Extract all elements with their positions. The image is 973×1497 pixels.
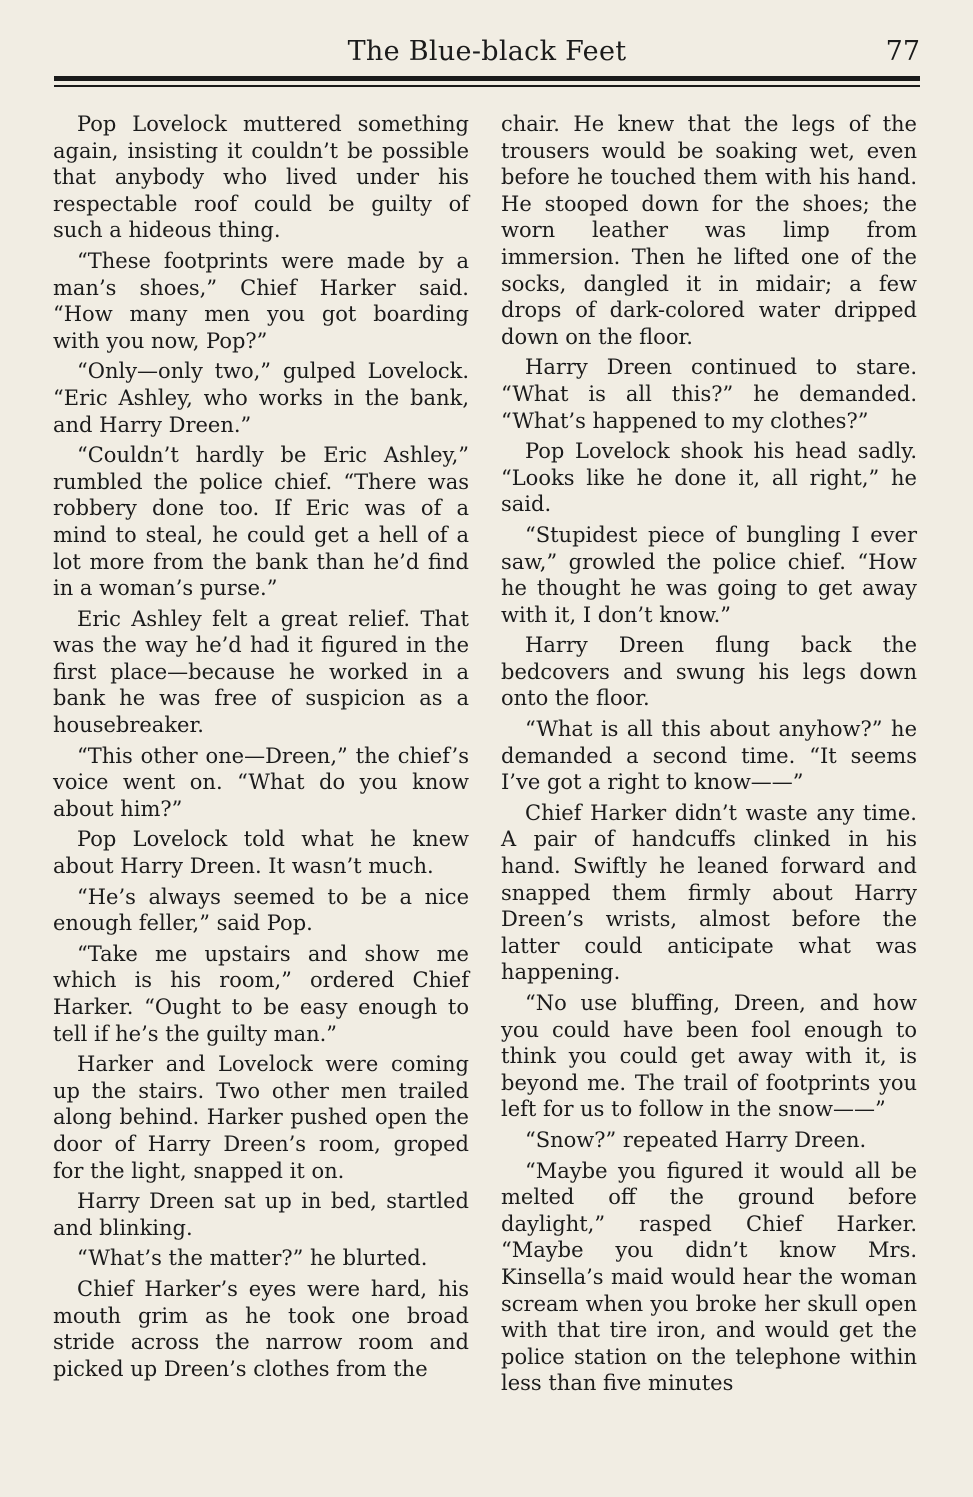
- running-title: The Blue-black Feet: [347, 36, 627, 67]
- paragraph: “What is all this about anyhow?” he demanded a second time. “It seems I’ve got a right to know——”: [501, 717, 917, 795]
- paragraph: Chief Harker’s eyes were hard, his mouth grim as he took one broad stride across the narrow room and picked up Dreen’s clothes from the: [53, 1276, 469, 1381]
- paragraph: “No use bluffing, Dreen, and how you could have been fool enough to think you could get away with it, is beyond me. The trail of footprints you left for us to follow in the snow——”: [501, 991, 917, 1122]
- paragraph: Chief Harker didn’t waste any time. A pair of handcuffs clinked in his hand. Swiftly he leaned forward and snapped them firmly about Harry Dreen’s wrists, almost before the latter could anticipate what was happening.: [501, 800, 917, 985]
- paragraph: Harry Dreen continued to stare. “What is all this?” he demanded. “What’s happened to my clothes?”: [501, 355, 917, 433]
- paragraph-continued: chair. He knew that the legs of the trousers would be soaking wet, even before he touched them with his hand. He stooped down for the shoes; the worn leather was limp from immersion. Then he lifted one of the socks, dangled it in midair; a few drops of dark-colored water dripped down on the floor.: [501, 112, 917, 349]
- paragraph: Harry Dreen flung back the bedcovers and swung his legs down onto the floor.: [501, 633, 917, 711]
- header-rule-thick: [54, 76, 920, 81]
- paragraph: Pop Lovelock told what he knew about Harry Dreen. It wasn’t much.: [53, 827, 469, 879]
- paragraph: “Couldn’t hardly be Eric Ashley,” rumbled the police chief. “There was robbery done too. If Eric was of a mind to steal, he could get a hell of a lot more from the bank than he’d find in a woman’s purse.”: [53, 443, 469, 601]
- paragraph: Harker and Lovelock were coming up the stairs. Two other men trailed along behind. Harker pushed open the door of Harry Dreen’s room, groped for the light, snapped it on.: [53, 1052, 469, 1183]
- text-column-left: [53, 111, 469, 1386]
- paragraph: Pop Lovelock muttered something again, insisting it couldn’t be possible that anybody who lived under his respectable roof could be guilty of such a hideous thing.: [53, 112, 469, 243]
- paragraph: “He’s always seemed to be a nice enough feller,” said Pop.: [53, 884, 469, 936]
- paragraph: “This other one—Dreen,” the chief’s voice went on. “What do you know about him?”: [53, 743, 469, 821]
- paragraph: Pop Lovelock shook his head sadly. “Looks like he done it, all right,” he said.: [501, 439, 917, 517]
- page-number: 77: [885, 36, 920, 67]
- paragraph: “Stupidest piece of bungling I ever saw,” growled the police chief. “How he thought he was going to get away with it, I don’t know.”: [501, 522, 917, 627]
- header-rule-thin: [54, 85, 920, 87]
- paragraph: “Maybe you figured it would all be melted off the ground before daylight,” rasped Chief Harker. “Maybe you didn’t know Mrs. Kinsella’s maid would hear the woman scream when you broke her skull open with that tire iron, and would get the police station on the telephone within less than five minutes: [501, 1158, 917, 1396]
- paragraph: Eric Ashley felt a great relief. That was the way he’d had it figured in the first place—because he worked in a bank he was free of suspicion as a housebreaker.: [53, 606, 469, 738]
- running-header: [54, 34, 920, 74]
- paragraph: “These footprints were made by a man’s shoes,” Chief Harker said. “How many men you got boarding with you now, Pop?”: [53, 248, 469, 353]
- paragraph: “What’s the matter?” he blurted.: [77, 1246, 428, 1271]
- paragraph: Harry Dreen sat up in bed, startled and blinking.: [53, 1189, 469, 1240]
- text-column-right: [501, 111, 917, 1401]
- paragraph: “Only—only two,” gulped Lovelock. “Eric Ashley, who works in the bank, and Harry Dreen.”: [53, 359, 469, 437]
- paragraph: “Take me upstairs and show me which is his room,” ordered Chief Harker. “Ought to be easy enough to tell if he’s the guilty man.”: [53, 941, 469, 1046]
- paragraph: “Snow?” repeated Harry Dreen.: [525, 1127, 867, 1152]
